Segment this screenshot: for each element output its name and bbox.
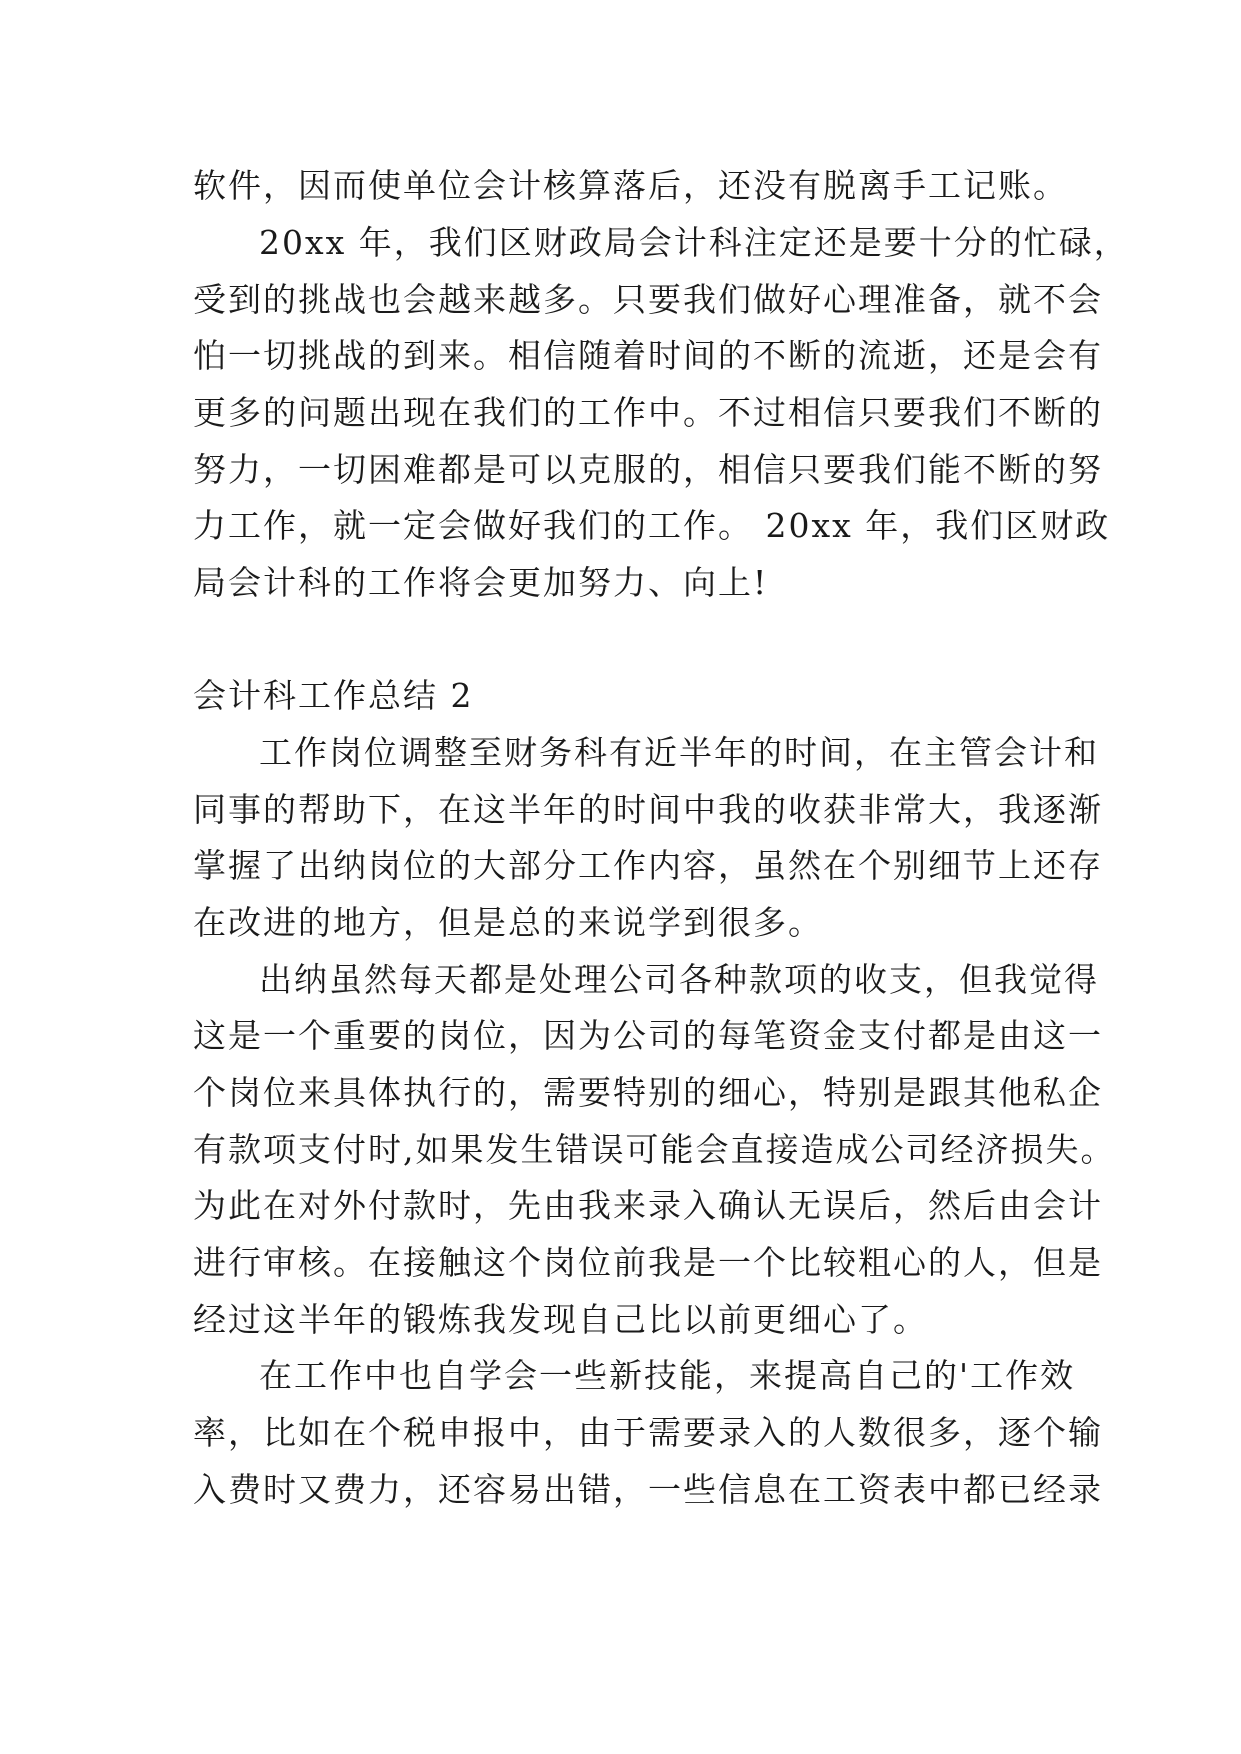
text-line: 经过这半年的锻炼我发现自己比以前更细心了。: [193, 1300, 928, 1339]
text-line: 在工作中也自学会一些新技能，来提高自己的'工作效: [259, 1356, 1076, 1395]
text-line: 为此在对外付款时，先由我来录入确认无误后，然后由会计: [193, 1186, 1103, 1225]
text-line: 更多的问题出现在我们的工作中。不过相信只要我们不断的: [193, 393, 1103, 432]
text-line: 出纳虽然每天都是处理公司各种款项的收支，但我觉得: [259, 960, 1099, 999]
text-line: 这是一个重要的岗位，因为公司的每笔资金支付都是由这一: [193, 1016, 1103, 1055]
text-line: 有款项支付时,如果发生错误可能会直接造成公司经济损失。: [193, 1130, 1116, 1169]
text-line: 努力，一切困难都是可以克服的，相信只要我们能不断的努: [193, 450, 1103, 489]
text-line: 掌握了出纳岗位的大部分工作内容，虽然在个别细节上还存: [193, 846, 1103, 885]
text-line: 软件，因而使单位会计核算落后，还没有脱离手工记账。: [193, 166, 1068, 205]
text-line: 入费时又费力，还容易出错，一些信息在工资表中都已经录: [193, 1470, 1103, 1509]
section-title: 会计科工作总结 2: [193, 676, 474, 715]
text-line: 局会计科的工作将会更加努力、向上!: [193, 563, 769, 602]
text-line: 同事的帮助下，在这半年的时间中我的收获非常大，我逐渐: [193, 790, 1103, 829]
text-line: 力工作，就一定会做好我们的工作。 20xx 年，我们区财政: [193, 506, 1111, 545]
text-line: 率，比如在个税申报中，由于需要录入的人数很多，逐个输: [193, 1413, 1103, 1452]
text-line: 工作岗位调整至财务科有近半年的时间，在主管会计和: [259, 733, 1099, 772]
text-line: 20xx 年，我们区财政局会计科注定还是要十分的忙碌，: [259, 223, 1129, 262]
text-line: 受到的挑战也会越来越多。只要我们做好心理准备，就不会: [193, 280, 1103, 319]
text-line: 怕一切挑战的到来。相信随着时间的不断的流逝，还是会有: [193, 336, 1103, 375]
text-line: 在改进的地方，但是总的来说学到很多。: [193, 903, 823, 942]
text-line: 进行审核。在接触这个岗位前我是一个比较粗心的人，但是: [193, 1243, 1103, 1282]
text-line: 个岗位来具体执行的，需要特别的细心，特别是跟其他私企: [193, 1073, 1103, 1112]
